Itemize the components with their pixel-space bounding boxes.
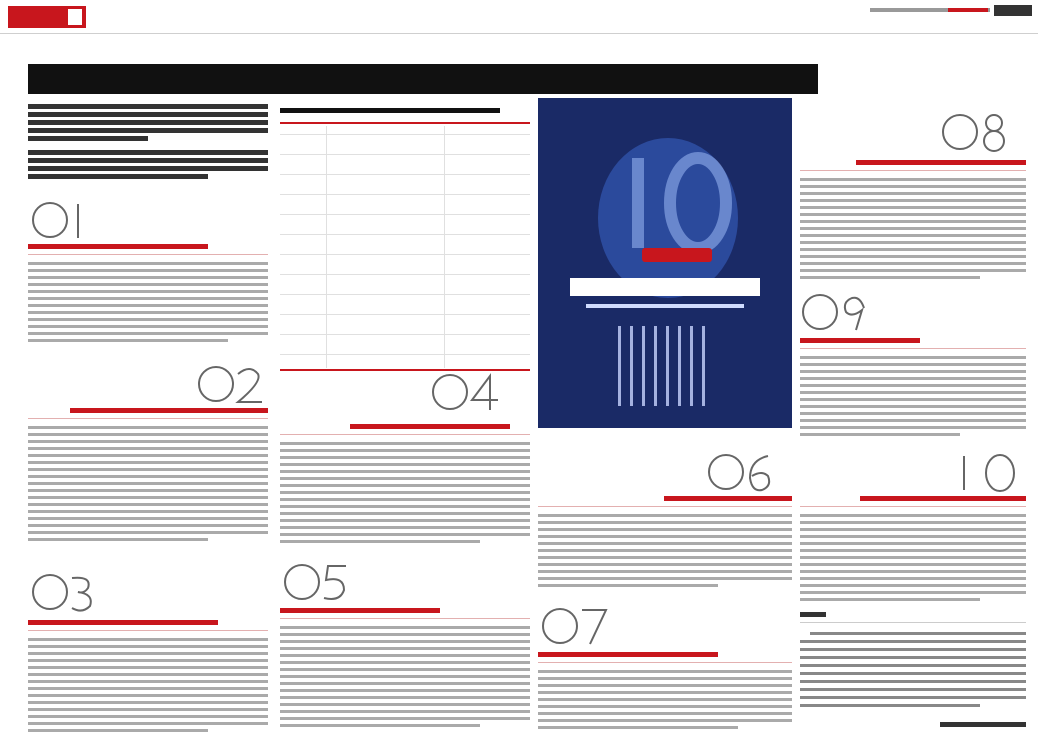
section-7-numeral <box>540 604 612 648</box>
section-number <box>940 110 1014 163</box>
section-number <box>800 290 872 343</box>
section-1-numeral <box>30 198 88 242</box>
report-cover-image <box>538 98 792 428</box>
section-title <box>350 424 510 429</box>
divider <box>28 630 268 631</box>
page-number <box>994 5 1032 16</box>
intro-line <box>28 112 268 117</box>
divider <box>280 618 530 619</box>
section-6-numeral <box>706 450 778 494</box>
section-title <box>664 496 792 501</box>
cover-subtitle <box>586 304 744 308</box>
editor-tag <box>948 8 988 12</box>
intro-line <box>28 136 148 141</box>
intro-line <box>28 128 268 133</box>
section-title <box>28 620 218 625</box>
divider <box>280 434 530 435</box>
section-number <box>540 604 612 657</box>
divider <box>28 254 268 255</box>
divider <box>800 622 1026 623</box>
divider <box>538 506 792 507</box>
section-title <box>280 608 440 613</box>
section-3-numeral <box>30 570 100 614</box>
section-title <box>70 408 268 413</box>
section-number <box>430 370 502 423</box>
divider <box>538 662 792 663</box>
intro-line <box>28 150 268 155</box>
section-10-numeral <box>950 450 1024 494</box>
cover-badge <box>642 248 712 262</box>
intro-line <box>28 174 208 179</box>
intro-line <box>28 166 268 171</box>
divider <box>800 506 1026 507</box>
section-4-numeral <box>430 370 502 414</box>
section-5-numeral <box>282 560 354 604</box>
logo-tag <box>68 9 82 25</box>
divider <box>800 348 1026 349</box>
intro-line <box>28 158 268 163</box>
masthead <box>0 0 1038 34</box>
main-headline <box>28 64 818 94</box>
section-number <box>30 570 100 623</box>
section-title <box>856 160 1026 165</box>
divider <box>800 170 1026 171</box>
section-2-numeral <box>196 362 266 406</box>
policy-table <box>280 122 530 368</box>
section-number <box>282 560 354 613</box>
divider <box>28 418 268 419</box>
section-title <box>538 652 718 657</box>
intro-line <box>28 120 268 125</box>
conclusion-label <box>800 612 826 617</box>
byline <box>940 722 1026 727</box>
section-title <box>28 244 208 249</box>
table-title <box>280 108 500 113</box>
intro-line <box>28 104 268 109</box>
section-title <box>800 338 920 343</box>
section-title <box>860 496 1026 501</box>
section-8-numeral <box>940 110 1014 154</box>
cover-title <box>570 278 760 296</box>
section-9-numeral <box>800 290 872 334</box>
